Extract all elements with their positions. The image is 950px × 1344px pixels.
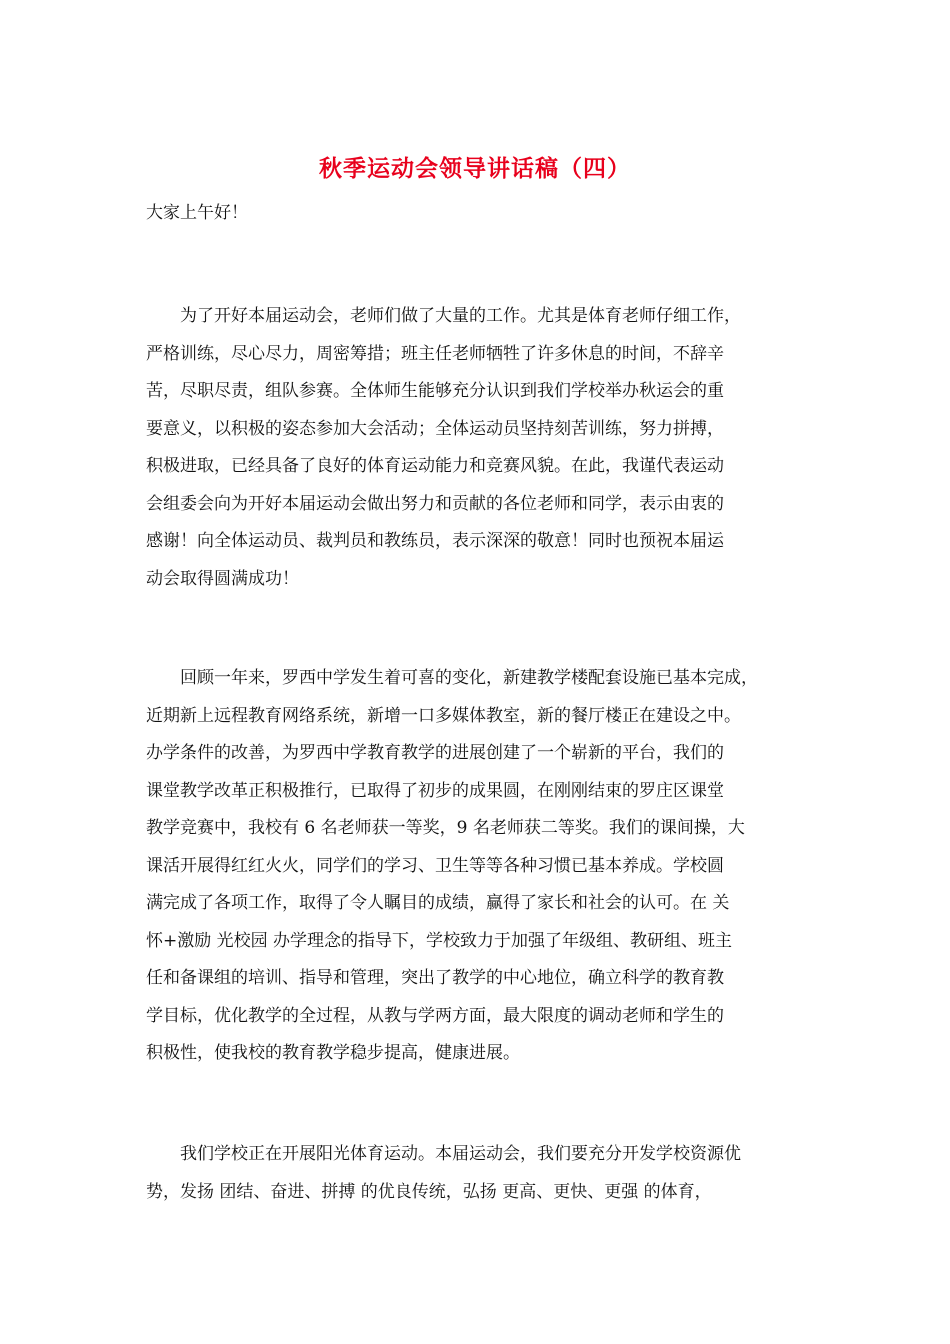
text-line: 要意义，以积极的姿态参加大会活动；全体运动员坚持刻苦训练，努力拼搏，	[146, 418, 724, 439]
text-line: 回顾一年来，罗西中学发生着可喜的变化，新建教学楼配套设施已基本完成，	[146, 668, 758, 688]
greeting-text: 大家上午好！	[146, 203, 248, 223]
text-line: 积极进取，已经具备了良好的体育运动能力和竞赛风貌。在此，我谨代表运动	[146, 456, 724, 476]
text-line: 严格训练，尽心尽力，周密筹措；班主任老师牺牲了许多休息的时间，不辞辛	[146, 343, 724, 364]
text-line: 教学竞赛中，我校有 6 名老师获一等奖，9 名老师获二等奖。我们的课间操，大	[146, 818, 745, 838]
text-line: 近期新上远程教育网络系统，新增一口多媒体教室，新的餐厅楼正在建设之中。	[146, 705, 741, 726]
text-line: 满完成了各项工作，取得了令人瞩目的成绩，赢得了家长和社会的认可。在 关	[146, 893, 730, 913]
paragraph-1	[146, 298, 826, 598]
text-line: 苦，尽职尽责，组队参赛。全体师生能够充分认识到我们学校举办秋运会的重	[146, 381, 724, 401]
text-line: 任和备课组的培训、指导和管理，突出了教学的中心地位，确立科学的教育教	[146, 968, 724, 988]
text-line: 动会取得圆满成功！	[146, 568, 299, 589]
text-line: 我们学校正在开展阳光体育运动。本届运动会，我们要充分开发学校资源优	[146, 1144, 741, 1164]
text-line: 势，发扬 团结、奋进、拼搏 的优良传统，弘扬 更高、更快、更强 的体育，	[146, 1181, 712, 1202]
text-line: 为了开好本届运动会，老师们做了大量的工作。尤其是体育老师仔细工作，	[146, 306, 741, 326]
paragraph-2	[146, 660, 826, 1073]
text-line: 课堂教学改革正积极推行，已取得了初步的成果圆，在刚刚结束的罗庄区课堂	[146, 780, 724, 801]
text-line: 会组委会向为开好本届运动会做出努力和贡献的各位老师和同学，表示由衷的	[146, 493, 724, 514]
text-line: 办学条件的改善，为罗西中学教育教学的进展创建了一个崭新的平台，我们的	[146, 743, 724, 763]
document-title: 秋季运动会领导讲话稿（四）	[319, 155, 631, 182]
text-line: 学目标，优化教学的全过程，从教与学两方面，最大限度的调动老师和学生的	[146, 1005, 724, 1026]
text-line: 课活开展得红红火火，同学们的学习、卫生等等各种习惯已基本养成。学校圆	[146, 855, 724, 876]
text-line: 怀+激励 光校园 办学理念的指导下，学校致力于加强了年级组、教研组、班主	[146, 930, 733, 951]
paragraph-3	[146, 1136, 826, 1211]
text-line: 积极性，使我校的教育教学稳步提高，健康进展。	[146, 1043, 520, 1063]
text-line: 感谢！向全体运动员、裁判员和教练员，表示深深的敬意！同时也预祝本届运	[146, 531, 724, 551]
